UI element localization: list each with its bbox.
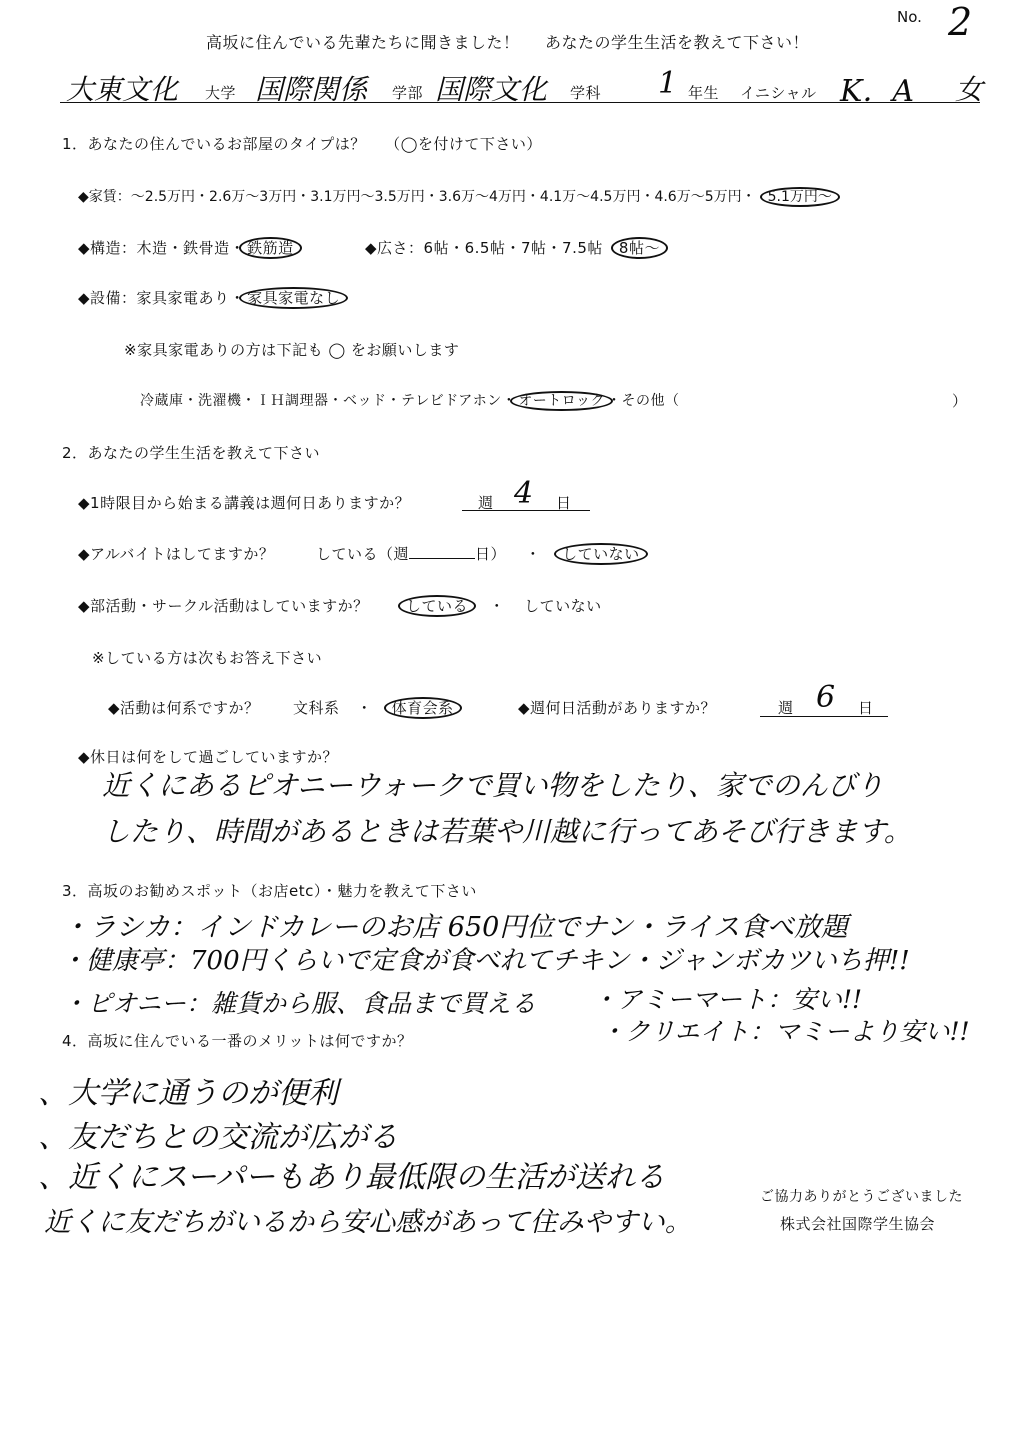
q3-answer: ・ピオニー：雑貨から服、食品まで買える [62,989,537,1018]
structure-option: 鉄骨造 [183,239,230,257]
q3-answer: ・アミーマート：安い!! [592,985,863,1014]
equip-option-selected: 家具家電なし [239,287,348,309]
club-options: している ・ していない [404,595,602,616]
first-period-days: 4 [514,476,534,511]
club-sub-note: ※している方は次もお答え下さい [92,649,323,667]
year-value: 1 [658,66,678,101]
q3-title: 3．高坂のお勧めスポット（お店etc）・魅力を教えて下さい [62,882,477,900]
footer-thanks: ご協力ありがとうございました [760,1189,963,1205]
univ-label: 大学 [205,84,237,102]
structure-label: ◆構造： [78,239,137,257]
gender-value: 女 [955,73,984,106]
club-type-selected: 体育会系 [384,697,462,719]
size-row: ◆広さ：6帖・6.5帖・7帖・7.5帖 8帖～ [365,237,662,258]
first-period-answer: 週 4 日 [462,478,590,511]
header-left: 高坂に住んでいる先輩たちに聞きました！ [206,33,520,52]
footer-company: 株式会社国際学生協会 [780,1215,936,1233]
faculty-value: 国際関係 [255,73,368,106]
dept-label: 学科 [570,84,602,102]
univ-value: 大東文化 [66,73,179,106]
rent-label: ◆家賃： [78,189,131,205]
holiday-answer-line: 近くにあるピオニーウォークで買い物をしたり、家でのんびり [102,769,884,802]
q1-title: 1．あなたの住んでいるお部屋のタイプは？ （◯を付けて下さい） [62,135,542,153]
club-days-answer: 週 6 日 [760,684,888,717]
q4-answer: 、友だちとの交流が広がる [38,1120,398,1155]
rent-option: 4.1万～4.5万円 [539,189,641,205]
size-option: 6帖 [423,239,450,257]
equip-row: ◆設備：家具家電あり・ 家具家電なし [78,287,342,308]
rent-option-selected: 5.1万円～ [760,187,840,207]
rent-option: 2.6万～3万円 [209,189,297,205]
parttime-selected: していない [554,543,648,565]
equip-items-row: 冷蔵庫・洗濯機・ＩＨ調理器・ベッド・テレビドアホン・ オートロック ・その他（ [140,393,680,409]
q4-answer: 、大学に通うのが便利 [38,1076,338,1111]
holiday-question: ◆休日は何をして過ごしていますか？ [78,748,339,766]
equip-item: その他（ [621,393,680,409]
holiday-answer-line: したり、時間があるときは若葉や川越に行ってあそび行きます。 [102,815,912,848]
profile-underline [60,102,980,103]
size-option: 7.5帖 [562,239,603,257]
rent-option: ～2.5万円 [130,189,196,205]
q3-answer: ・クリエイト：マミーより安い!! [600,1017,970,1046]
initial-value: K．A [840,74,915,109]
equip-item-selected: オートロック [510,391,613,411]
structure-option-selected: 鉄筋造 [239,237,302,259]
q4-answer: 、近くにスーパーもあり最低限の生活が送れる [38,1160,665,1195]
size-option-selected: 8帖～ [611,237,668,259]
equip-items-close: ） [952,392,968,410]
club-type-options: 文科系 ・ 体育会系 [293,697,456,718]
initial-label: イニシャル [740,84,817,102]
q4-title: 4．高坂に住んでいる一番のメリットは何ですか？ [62,1032,413,1050]
parttime-question: ◆アルバイトはしてますか？ [78,545,275,563]
structure-option: 木造 [136,239,168,257]
rent-row: ◆家賃：～2.5万円・2.6万～3万円・3.1万円～3.5万円・3.6万～4万円・4.1万～4.5万円・4.6万～5万円・ 5.1万円～ [78,186,834,206]
dept-value: 国際文化 [435,73,548,106]
first-period-question: ◆1時限目から始まる講義は週何日ありますか？ [78,494,411,512]
profile-line [60,66,984,109]
parttime-options: している（週 日） ・ していない [316,543,642,564]
q1-hint: （◯を付けて下さい） [385,135,542,153]
number-value: 2 [948,0,973,44]
equip-option: 家具家電あり [136,289,230,307]
size-label: ◆広さ： [365,239,424,257]
club-selected: している [398,595,476,617]
q3-answer: ・ラシカ：インドカレーのお店 650円位でナン・ライス食べ放題 [62,912,848,943]
faculty-label: 学部 [392,84,424,102]
equip-item: 冷蔵庫 [140,393,184,409]
club-question: ◆部活動・サークル活動はしていますか？ [78,597,369,615]
equip-label: ◆設備： [78,289,137,307]
equip-item: テレビドアホン [401,393,502,409]
q4-answer: 近くに友だちがいるから安心感があって住みやすい。 [44,1207,692,1238]
size-option: 7帖 [520,239,547,257]
header-right: あなたの学生生活を教えて下さい！ [545,33,810,52]
equip-item: ベッド [343,393,387,409]
club-type-question: ◆活動は何系ですか？ [108,699,260,717]
year-label: 年生 [688,84,720,102]
structure-row: ◆構造：木造・鉄骨造・ 鉄筋造 [78,237,296,258]
q3-answer: ・健康亭：700円くらいで定食が食べれてチキン・ジャンボカツいち押!! [60,946,910,976]
size-option: 6.5帖 [464,239,506,257]
number-label: No. [897,8,922,26]
rent-option: 4.6万～5万円 [654,189,742,205]
club-days-question: ◆週何日活動がありますか？ [518,699,717,717]
q2-title: 2．あなたの学生生活を教えて下さい [62,444,321,462]
equip-note: ※家具家電ありの方は下記も ◯ をお願いします [124,341,460,359]
rent-option: 3.1万円～3.5万円 [310,189,425,205]
rent-option: 3.6万～4万円 [438,189,526,205]
equip-item: ＩＨ調理器 [256,393,329,409]
club-days-value: 6 [816,680,836,715]
equip-item: 洗濯機 [198,393,242,409]
